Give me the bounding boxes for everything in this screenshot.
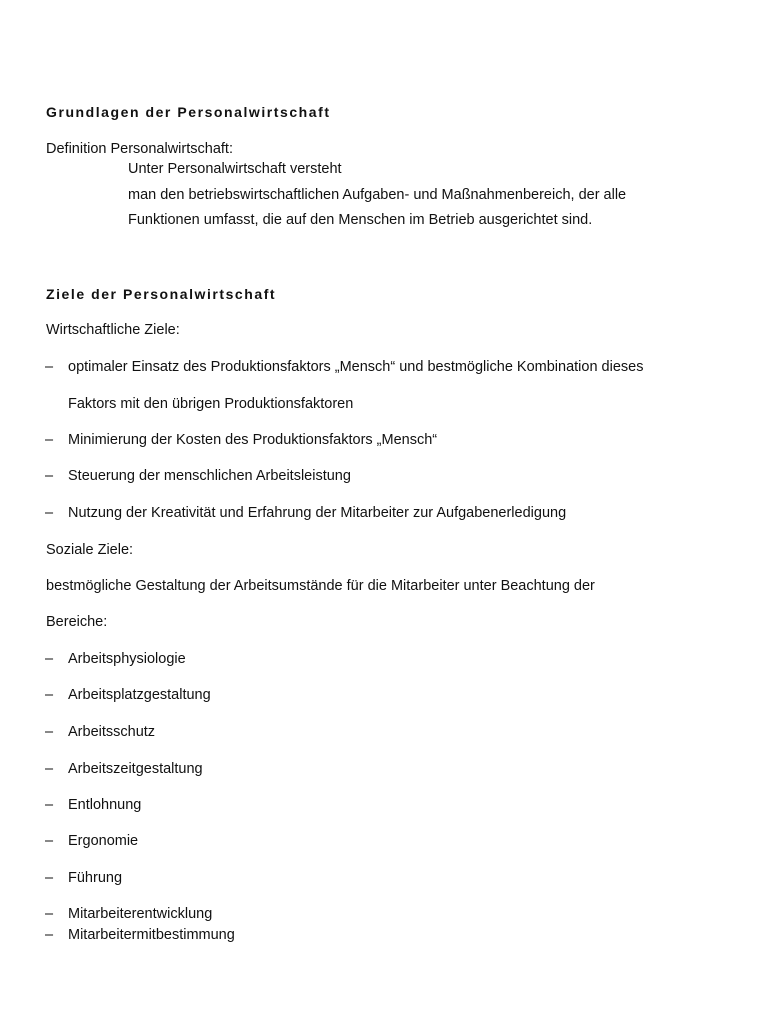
economic-item-4: Nutzung der Kreativität und Erfahrung der Mitarbeiter zur Aufgabenerledigung xyxy=(68,505,567,521)
list-dash: – xyxy=(45,797,54,813)
economic-item-1-continuation: Faktors mit den übrigen Produktionsfaktoren xyxy=(68,396,354,412)
list-dash: – xyxy=(45,651,54,667)
list-dash: – xyxy=(45,687,54,703)
social-item-4: Arbeitszeitgestaltung xyxy=(68,761,203,777)
list-dash: – xyxy=(45,505,54,521)
list-dash: – xyxy=(45,468,54,484)
definition-line-3: Funktionen umfasst, die auf den Menschen im Betrieb ausgerichtet sind. xyxy=(128,212,593,228)
list-dash: – xyxy=(45,906,54,922)
definition-line-2: man den betriebswirtschaftlichen Aufgaben- und Maßnahmenbereich, der alle xyxy=(128,187,627,203)
social-goals-text-line-2: Bereiche: xyxy=(46,614,108,630)
list-dash: – xyxy=(45,761,54,777)
list-dash: – xyxy=(45,359,54,375)
social-goals-text-line-1: bestmögliche Gestaltung der Arbeitsumstände für die Mitarbeiter unter Beachtung der xyxy=(46,578,595,594)
section-heading-grundlagen: Grundlagen der Personalwirtschaft xyxy=(46,104,331,120)
social-item-5: Entlohnung xyxy=(68,797,142,813)
social-item-1: Arbeitsphysiologie xyxy=(68,651,186,667)
list-dash: – xyxy=(45,432,54,448)
economic-item-1: optimaler Einsatz des Produktionsfaktors „Mensch“ und bestmögliche Kombination dieses xyxy=(68,359,644,375)
social-item-7: Führung xyxy=(68,870,123,886)
social-item-2: Arbeitsplatzgestaltung xyxy=(68,687,211,703)
economic-item-3: Steuerung der menschlichen Arbeitsleistung xyxy=(68,468,351,484)
definition-line-1: Unter Personalwirtschaft versteht xyxy=(128,161,342,177)
definition-label: Definition Personalwirtschaft: xyxy=(46,141,233,157)
list-dash: – xyxy=(45,833,54,849)
list-dash: – xyxy=(45,724,54,740)
economic-item-2: Minimierung der Kosten des Produktionsfaktors „Mensch“ xyxy=(68,432,438,448)
social-item-9: Mitarbeitermitbestimmung xyxy=(68,927,235,943)
social-goals-label: Soziale Ziele: xyxy=(46,542,134,558)
social-item-3: Arbeitsschutz xyxy=(68,724,156,740)
social-item-8: Mitarbeiterentwicklung xyxy=(68,906,213,922)
section-heading-ziele: Ziele der Personalwirtschaft xyxy=(46,286,277,302)
social-item-6: Ergonomie xyxy=(68,833,139,849)
list-dash: – xyxy=(45,870,54,886)
economic-goals-label: Wirtschaftliche Ziele: xyxy=(46,322,180,338)
list-dash: – xyxy=(45,927,54,943)
